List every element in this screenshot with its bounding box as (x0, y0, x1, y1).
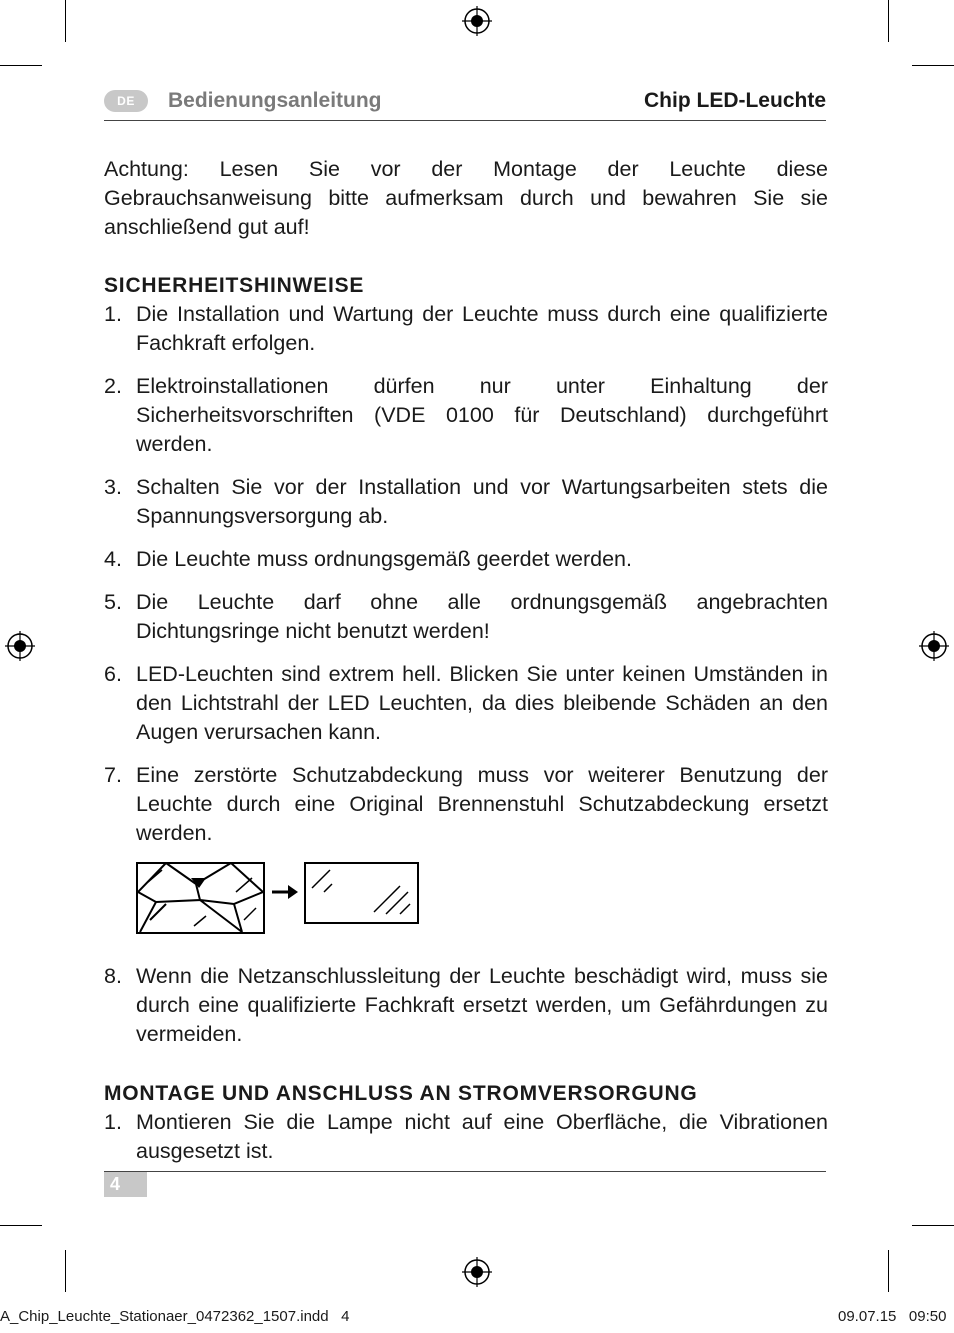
list-item-text: LED-Leuchten sind extrem hell. Blicken Sie unter keinen Umständen in den Lichtstrahl der LED Leuchten, da dies bleibende Schäden an den Augen verursachen kann. (136, 662, 828, 744)
list-item-text: Schalten Sie vor der Installation und vor Wartungsarbeiten stets die Spannungsversorgung ab. (136, 475, 828, 528)
list-item (104, 660, 828, 747)
list-item (104, 545, 828, 574)
registration-mark-icon (462, 6, 492, 36)
page-number: 4 (104, 1172, 147, 1197)
section-title-safety: SICHERHEITSHINWEISE (104, 274, 365, 297)
list-item-number: 4. (104, 547, 122, 571)
footer-divider (104, 1171, 826, 1172)
registration-mark-icon (919, 631, 949, 661)
main-content (104, 155, 828, 1180)
list-item-text: Die Installation und Wartung der Leuchte muss durch eine qualifizierte Fachkraft erfolgen. (136, 302, 828, 355)
list-item (104, 761, 828, 848)
crop-mark-bottom-right-v (888, 1250, 889, 1292)
list-item-text: Montieren Sie die Lampe nicht auf eine Oberfläche, die Vibrationen ausgesetzt ist. (136, 1110, 828, 1163)
list-item-text: Eine zerstörte Schutzabdeckung muss vor weiterer Benutzung der Leuchte durch eine Original Brennenstuhl Schutzabdeckung ersetzt werden. (136, 763, 828, 845)
crop-mark-top-right-v (888, 0, 889, 42)
list-item-number: 1. (104, 1110, 122, 1134)
registration-mark-icon (462, 1257, 492, 1287)
broken-cover-icon (136, 862, 266, 934)
print-slug-date: 09.07.15 09:50 (838, 1308, 947, 1325)
crop-mark-top-left-h (0, 65, 42, 66)
language-badge: DE (104, 90, 148, 112)
print-slug-file: A_Chip_Leuchte_Stationaer_0472362_1507.indd 4 (0, 1308, 350, 1325)
crop-mark-bottom-left-v (65, 1250, 66, 1292)
crop-mark-top-right-h (912, 65, 954, 66)
cover-replacement-figure (136, 862, 828, 934)
list-item-number: 6. (104, 662, 122, 686)
list-item-text: Elektroinstallationen dürfen nur unter Einhaltung der Sicherheitsvorschriften (VDE 0100 für Deutschland) durchgeführt werden. (136, 374, 828, 456)
safety-list-continued (104, 962, 828, 1049)
list-item-text: Die Leuchte muss ordnungsgemäß geerdet werden. (136, 547, 632, 571)
montage-list (104, 1108, 828, 1166)
section-title-montage: MONTAGE UND ANSCHLUSS AN STROMVERSORGUNG (104, 1082, 698, 1105)
list-item-number: 5. (104, 590, 122, 614)
list-item (104, 962, 828, 1049)
list-item-number: 1. (104, 302, 122, 326)
list-item (104, 1108, 828, 1166)
crop-mark-top-left-v (65, 0, 66, 42)
page-header (104, 89, 382, 113)
intact-cover-icon (304, 862, 420, 926)
safety-list (104, 300, 828, 848)
crop-mark-bottom-left-h (0, 1225, 42, 1226)
product-title: Chip LED-Leuchte (644, 89, 826, 112)
document-title: Bedienungsanleitung (168, 89, 382, 112)
list-item-number: 7. (104, 763, 122, 787)
crop-mark-bottom-right-h (912, 1225, 954, 1226)
list-item-number: 3. (104, 475, 122, 499)
list-item (104, 473, 828, 531)
list-item-text: Wenn die Netzanschlussleitung der Leuchte beschädigt wird, muss sie durch eine qualifizierte Fachkraft ersetzt werden, um Gefährdungen zu vermeiden. (136, 964, 828, 1046)
list-item-number: 8. (104, 964, 122, 988)
list-item (104, 300, 828, 358)
list-item-text: Die Leuchte darf ohne alle ordnungsgemäß angebrachten Dichtungsringe nicht benutzt werden! (136, 590, 828, 643)
list-item (104, 588, 828, 646)
arrow-right-icon (266, 862, 304, 934)
list-item-number: 2. (104, 374, 122, 398)
registration-mark-icon (5, 631, 35, 661)
header-divider (104, 120, 826, 121)
intro-paragraph: Achtung: Lesen Sie vor der Montage der Leuchte diese Gebrauchsanweisung bitte aufmerksam durch und bewahren Sie sie anschließend gut auf! (104, 157, 828, 239)
list-item (104, 372, 828, 459)
